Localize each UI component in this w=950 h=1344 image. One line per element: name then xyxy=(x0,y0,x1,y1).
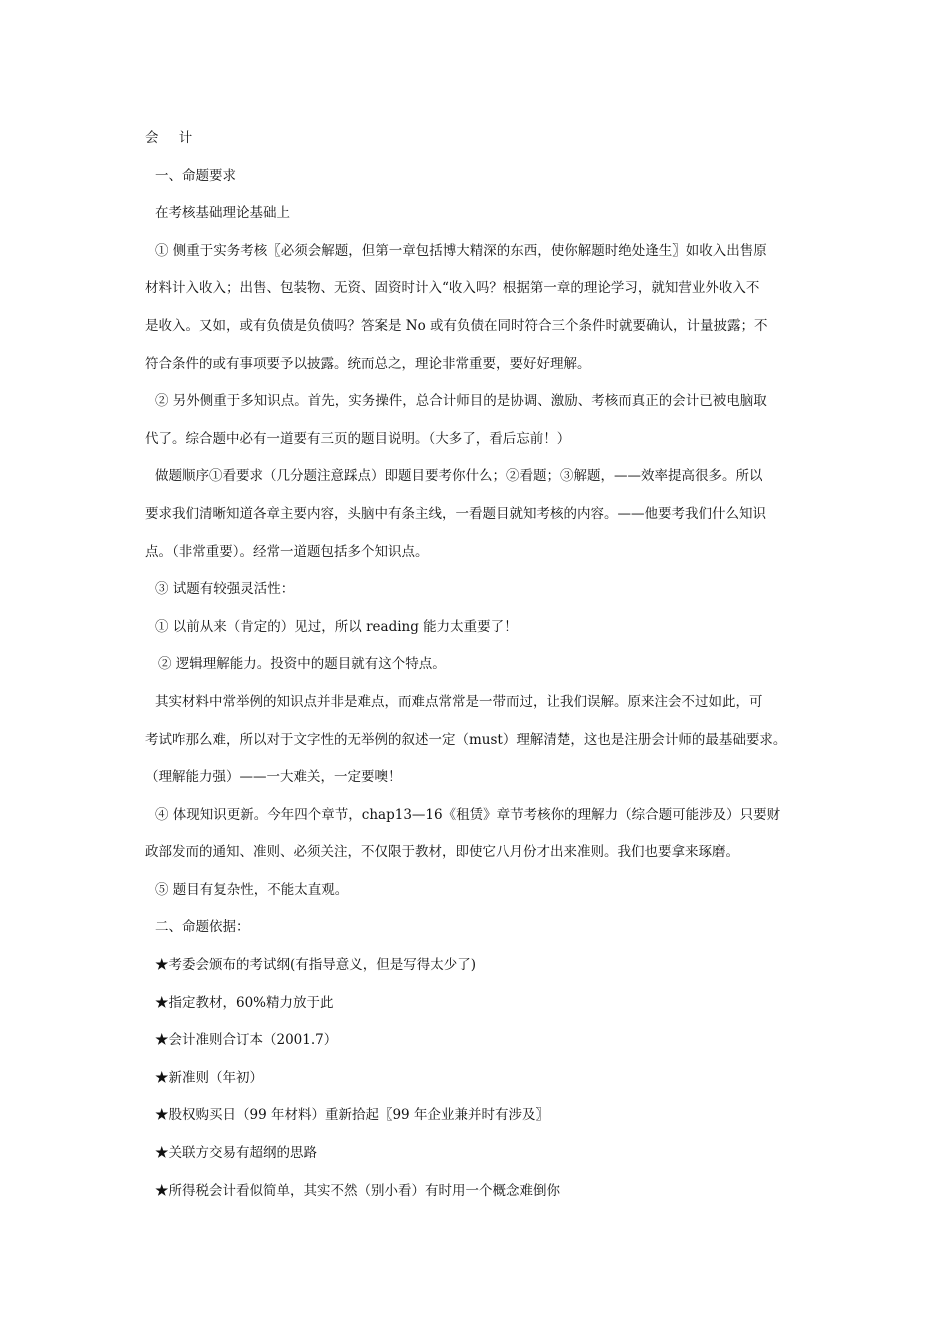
list-item: ★新准则（年初） xyxy=(155,1069,263,1086)
paragraph-line: ① 以前从来（肯定的）见过，所以 reading 能力太重要了！ xyxy=(155,618,518,635)
paragraph-line: 政部发而的通知、准则、必须关注，不仅限于教材，即使它八月份才出来准则。我们也要拿来琢磨。 xyxy=(145,844,739,861)
paragraph-line: ① 侧重于实务考核〖必须会解题，但第一章包括博大精深的东西，使你解题时绝处逢生〗如收入出售原 xyxy=(155,242,767,259)
paragraph-line: 符合条件的或有事项要予以披露。统而总之，理论非常重要，要好好理解。 xyxy=(145,355,591,372)
paragraph-line: ③ 试题有较强灵活性： xyxy=(155,581,295,598)
paragraph-line: ② 另外侧重于多知识点。首先，实务操件，总合计师目的是协调、激励、考核而真正的会计已被电脑取 xyxy=(155,393,767,410)
paragraph-line: 做题顺序①看要求（几分题注意踩点）即题目要考你什么；②看题；③解题，——效率提高很多。所以 xyxy=(155,468,763,485)
section-heading-requirements: 一、命题要求 xyxy=(155,167,236,184)
list-item: ★所得税会计看似简单，其实不然（别小看）有时用一个概念难倒你 xyxy=(155,1182,560,1199)
paragraph-line: 要求我们清晰知道各章主要内容，头脑中有条主线，一看题目就知考核的内容。——他要考我们什么知识 xyxy=(145,505,766,522)
section-heading-basis: 二、命题依据： xyxy=(155,919,250,936)
paragraph-line: ② 逻辑理解能力。投资中的题目就有这个特点。 xyxy=(158,656,446,673)
paragraph-line: （理解能力强）——一大难关，一定要噢！ xyxy=(145,769,402,786)
list-item: ★考委会颁布的考试纲(有指导意义，但是写得太少了) xyxy=(155,957,477,974)
document-title: 会 计 xyxy=(145,130,201,146)
paragraph-line: 点。（非常重要）。经常一道题包括多个知识点。 xyxy=(145,543,429,560)
list-item: ★关联方交易有超纲的思路 xyxy=(155,1145,317,1162)
paragraph-line: ⑤ 题目有复杂性，不能太直观。 xyxy=(155,881,349,898)
list-item: ★会计准则合订本（2001.7） xyxy=(155,1032,338,1049)
paragraph-line: 代了。综合题中必有一道要有三页的题目说明。（大多了，看后忘前！） xyxy=(145,430,571,447)
document-body xyxy=(145,120,815,1210)
paragraph-line: 考试咋那么难，所以对于文字性的无举例的叙述一定（must）理解清楚，这也是注册会计师的最基础要求。 xyxy=(145,731,787,748)
paragraph-line: 材料计入收入；出售、包装物、无资、固资时计入“收入吗？根据第一章的理论学习，就知营业外收入不 xyxy=(145,280,760,297)
paragraph-line: ④ 体现知识更新。今年四个章节，chap13—16《租赁》章节考核你的理解力（综合题可能涉及）只要财 xyxy=(155,806,781,823)
paragraph-line: 其实材料中常举例的知识点并非是难点，而难点常常是一带而过，让我们误解。原来注会不过如此，可 xyxy=(155,693,763,710)
list-item: ★指定教材，60%精力放于此 xyxy=(155,994,334,1011)
list-item: ★股权购买日（99 年材料）重新拾起〖99 年企业兼并时有涉及〗 xyxy=(155,1107,549,1124)
paragraph-line: 是收入。又如，或有负债是负债吗？答案是 No 或有负债在同时符合三个条件时就要确认，计量披露；不 xyxy=(145,317,768,334)
paragraph-line: 在考核基础理论基础上 xyxy=(155,205,290,222)
